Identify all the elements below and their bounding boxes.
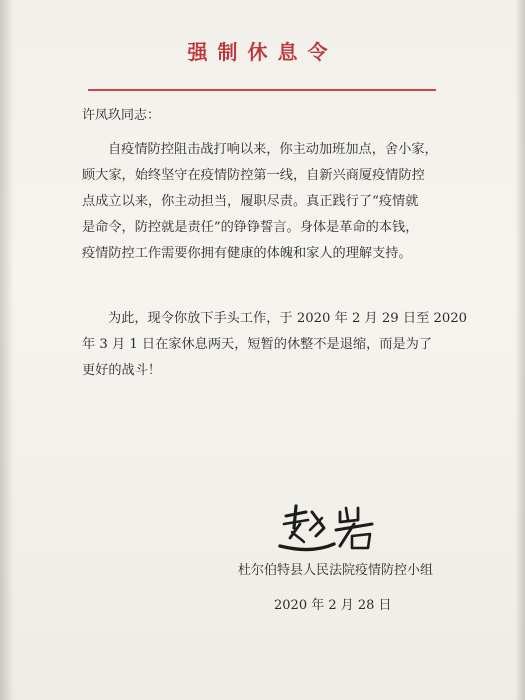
signature-drawing: [276, 502, 386, 558]
title-divider: [88, 89, 436, 91]
paper-shadow-left: [0, 0, 14, 700]
document-title: 强制休息令: [187, 40, 338, 64]
paragraph-line: 更好的战斗！: [82, 363, 162, 378]
handwritten-signature: [276, 502, 386, 562]
paragraph-line: 自疫情防控阻击战打响以来，你主动加班加点，舍小家，: [108, 142, 438, 157]
paragraph-2: [82, 306, 468, 384]
issuing-organization: 杜尔伯特县人民法院疫情防控小组: [238, 563, 434, 578]
issue-date: 2020 年 2 月 28 日: [274, 598, 392, 613]
paragraph-line: 疫情防控工作需要你拥有健康的体魄和家人的理解支持。: [82, 246, 412, 261]
paragraph-line: 是命令，防控就是责任”的铮铮誓言。身体是革命的本钱，: [82, 220, 419, 235]
paragraph-line: 顾大家，始终坚守在疫情防控第一线，自新兴商厦疫情防控: [82, 168, 425, 183]
paragraph-1: [82, 137, 444, 267]
paper-shadow-right: [515, 0, 525, 700]
salutation: 许凤玖同志：: [82, 108, 161, 123]
paragraph-line: 点成立以来，你主动担当，履职尽责。真正践行了“疫情就: [82, 194, 419, 209]
paragraph-line: 年 3 月 1 日在家休息两天，短暂的休整不是退缩，而是为了: [82, 337, 433, 352]
paragraph-line: 为此，现令你放下手头工作，于 2020 年 2 月 29 日至 2020: [108, 311, 468, 326]
